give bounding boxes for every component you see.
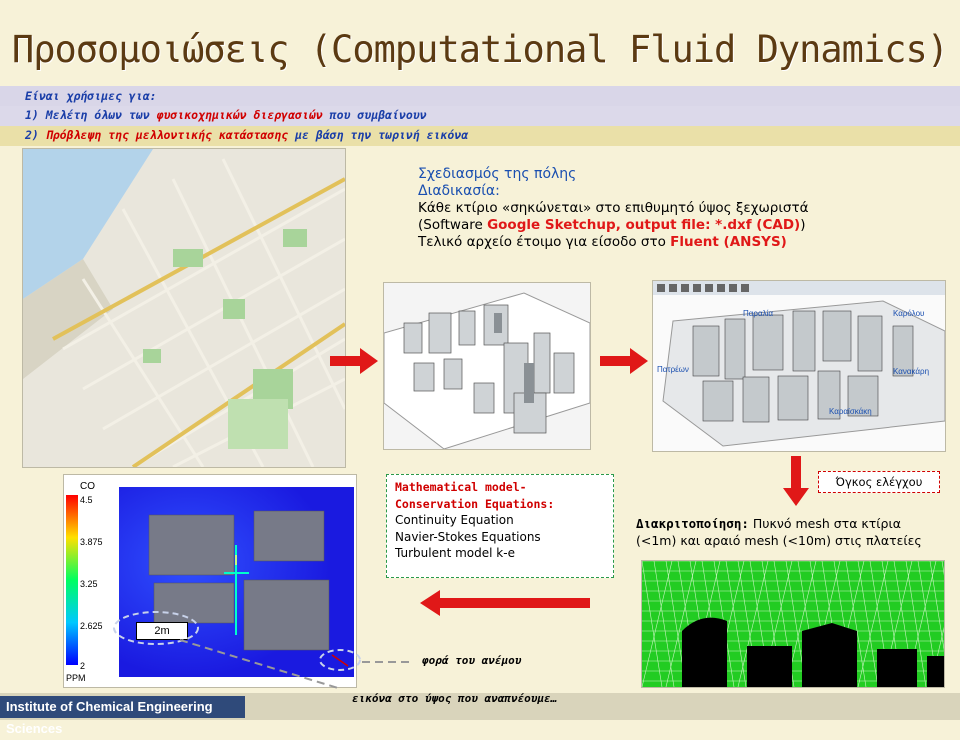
design-heading-2: Διαδικασία: [418,183,500,199]
legend-tick: 4.5 [80,495,93,505]
intro-line-1-suffix: που συμβαίνουν [322,108,427,122]
intro-line-2-prefix: 2) [25,128,46,142]
intro-line-1 [25,108,427,122]
equation-continuity: Continuity Equation [395,513,514,527]
legend-tick: 3.875 [80,537,103,547]
sketch-model-graphic [384,283,590,449]
design-heading-1: Σχεδιασμός της πόλης [418,166,577,182]
design-line-3-prefix: Τελικό αρχείο έτοιμο για είσοδο στο [418,234,671,250]
down-arrow-icon [783,456,809,506]
design-line-1: Κάθε κτίριο «σηκώνεται» στο επιθυμητό ύψος ξεχωριστά [418,200,809,216]
equation-navier-stokes: Navier-Stokes Equations [395,529,541,544]
mesh-graphic [642,561,944,687]
design-line-2-highlight: Google Sketchup, output file: *.dxf (CAD) [487,217,801,233]
design-line-3 [418,234,809,251]
right-arrow-icon [330,348,378,374]
legend-tick: 2.625 [80,621,103,631]
height-label: 2m [136,622,188,640]
math-model-title-1: Mathematical model- [395,480,527,494]
footer-institute-label: Institute of Chemical Engineering Sciences [0,696,245,718]
design-line-2 [418,217,809,234]
mesh-image [641,560,945,688]
discretization-label: Διακριτοποίηση: [636,516,749,531]
cfd-result-graphic [64,475,356,687]
left-arrow-icon [420,590,590,616]
legend-tick: 2 [80,661,86,671]
right-arrow-icon [600,348,648,374]
legend-title: CO [80,481,95,492]
label-kanakari: Κανακάρη [893,367,930,376]
intro-line-2 [25,128,468,142]
label-patron: Πατρέων [657,365,689,374]
label-karolou: Καρόλου [893,309,925,318]
labeled-model-graphic [653,281,945,451]
design-line-2-suffix: ) [800,217,806,233]
intro-line-1-prefix: 1) Μελέτη όλων των [25,108,157,122]
sketch-model-image [383,282,591,450]
city-map-image [22,148,346,468]
slide-title: Προσομοιώσεις (Computational Fluid Dynamics) [11,28,949,71]
control-volume-label: Όγκος ελέγχου [818,471,940,493]
design-line-2-prefix: (Software [418,217,488,233]
equation-turbulent: Turbulent model k-e [395,546,515,560]
legend-unit: PPM [66,673,86,683]
design-line-3-highlight: Fluent (ANSYS) [670,234,787,250]
breath-caption: εικόνα στο ύψος που αναπνέουμε… [352,692,558,705]
cfd-result-image [63,474,357,688]
intro-line-2-highlight: Πρόβλεψη της μελλοντικής κατάστασης [45,128,289,142]
discretization-text-1: Πυκνό mesh στα κτίρια [748,516,901,531]
intro-line-1-highlight: φυσικοχημικών διεργασιών [156,108,323,122]
discretization-text-2: (<1m) και αραιό mesh (<10m) στις πλατείες [636,533,922,548]
discretization-text [636,515,922,549]
label-paralia: Παραλία [743,309,773,318]
wind-caption: φορά του ανέμου [422,654,522,667]
city-map-graphic [23,149,345,467]
math-model-box [386,474,614,578]
legend-tick: 3.25 [80,579,98,589]
labeled-model-image [652,280,946,452]
math-model-title-2: Conservation Equations: [395,496,555,511]
label-karaiskaki: Καραϊσκάκη [829,407,872,416]
intro-line-0: Είναι χρήσιμες για: [25,89,157,103]
intro-line-2-suffix: με βάση την τωρινή εικόνα [288,128,469,142]
